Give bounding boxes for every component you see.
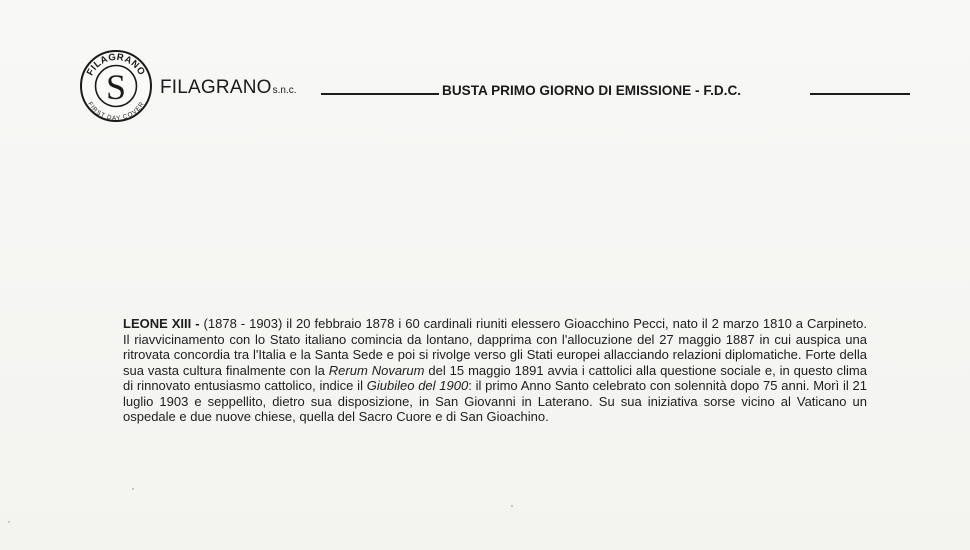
brand (160, 77, 297, 99)
bio-part-2: del 15 maggio 1891 avvia i cattolici alla questione sociale e, in questo clima di rinnovato entusiasmo cattolico, indice il (123, 362, 867, 393)
bio-part-3: : il primo Anno Santo celebrato con solennità dopo 75 anni. Morì il 21 luglio 1903 e seppellito, dietro sua disposizione, in San Giovanni in Laterano. Su sua iniziativa sorse vicino al Vaticano un ospedale e due nuove chiese, quella del Sacro Cuore e di San Gioachino. (123, 378, 867, 424)
logo-ring-bottom-text: FIRST DAY COVER (86, 100, 146, 123)
bio-italic-rerum-novarum: Rerum Novarum (328, 362, 425, 378)
bio-name: LEONE XIII - (123, 316, 200, 331)
bio-part-1: (1878 - 1903) il 20 febbraio 1878 i 60 cardinali riuniti elessero Gioacchino Pecci, nato il 2 marzo 1810 a Carpineto. Il riavvicinamento con lo Stato italiano comincia da lontano, dapprima con l'allocuzione del 27 maggio 1887 in cui auspica una ritrovata concordia tra l'Italia e la Santa Sede e poi si rivolge verso gli Stati europei allacciando relazioni diplomatiche. Forte della sua vasta cultura finalmente con la (123, 316, 867, 378)
fdc-title: BUSTA PRIMO GIORNO DI EMISSIONE - F.D.C. (442, 83, 742, 98)
brand-suffix: s.n.c. (272, 85, 297, 96)
bio-italic-giubileo: Giubileo del 1900 (366, 378, 469, 393)
biography-text (123, 316, 867, 425)
header-rule-right (810, 93, 910, 95)
header-rule-left (321, 93, 439, 95)
logo-ring-top-text: FILAGRANO (84, 51, 148, 78)
filagrano-logo (78, 48, 154, 124)
cover-header (78, 48, 918, 124)
paper-speck (511, 505, 513, 507)
logo-monogram: S (105, 67, 127, 107)
paper-speck (8, 521, 10, 523)
paper-speck (132, 488, 134, 490)
brand-name: FILAGRANO (160, 77, 272, 98)
